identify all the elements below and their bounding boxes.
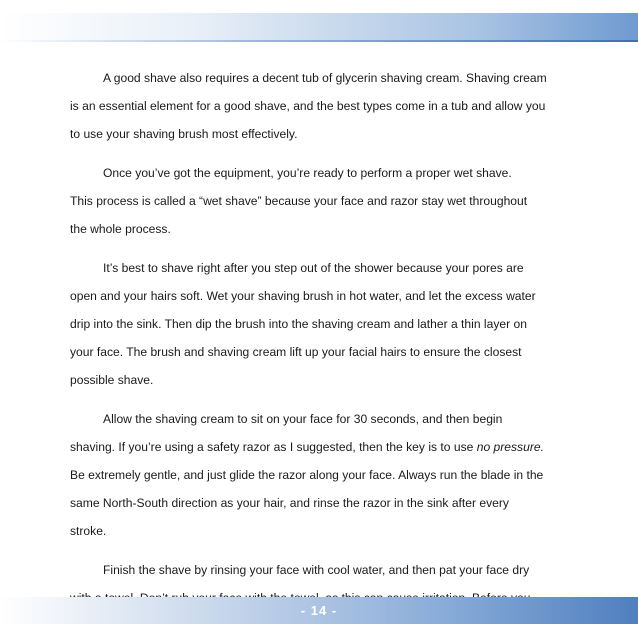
paragraph-line: It’s best to shave right after you step out of the shower because your pores are [103,261,524,275]
paragraph-line: same North-South direction as your hair, and rinse the razor in the sink after every [70,496,509,510]
paragraph-line: Be extremely gentle, and just glide the razor along your face. Always run the blade in the [70,468,544,482]
paragraph-line: A good shave also requires a decent tub of glycerin shaving cream. Shaving cream [103,71,547,85]
paragraph-line: Allow the shaving cream to sit on your face for 30 seconds, and then begin [103,412,503,426]
paragraph-line [70,433,572,461]
paragraph-line: open and your hairs soft. Wet your shaving brush in hot water, and let the excess water [70,289,536,303]
paragraph-line: your face. The brush and shaving cream lift up your facial hairs to ensure the closest [70,345,522,359]
page-number: - 14 - [300,603,338,618]
paragraph-line: This process is called a “wet shave” because your face and razor stay wet throughout [70,194,528,208]
paragraph-line: possible shave. [70,373,154,387]
paragraph-1 [70,64,572,148]
paragraph-3 [70,254,572,394]
paragraph-2 [70,159,572,243]
paragraph-line: the whole process. [70,222,171,236]
paragraph-text: shaving. If you’re using a safety razor as I suggested, then the key is to use [70,440,477,454]
header-band [0,13,638,42]
paragraph-4 [70,405,572,545]
header-band-edge [0,40,638,42]
emphasized-text: no pressure. [476,440,544,454]
page-body [70,64,572,623]
paragraph-line: Once you’ve got the equipment, you’re ready to perform a proper wet shave. [103,166,512,180]
paragraph-line: drip into the sink. Then dip the brush into the shaving cream and lather a thin layer on [70,317,527,331]
paragraph-line: is an essential element for a good shave, and the best types come in a tub and allow you [70,99,546,113]
paragraph-line: Finish the shave by rinsing your face with cool water, and then pat your face dry [103,563,530,577]
footer-band [0,597,638,624]
paragraph-line: stroke. [70,524,107,538]
paragraph-line: to use your shaving brush most effectively. [70,127,298,141]
